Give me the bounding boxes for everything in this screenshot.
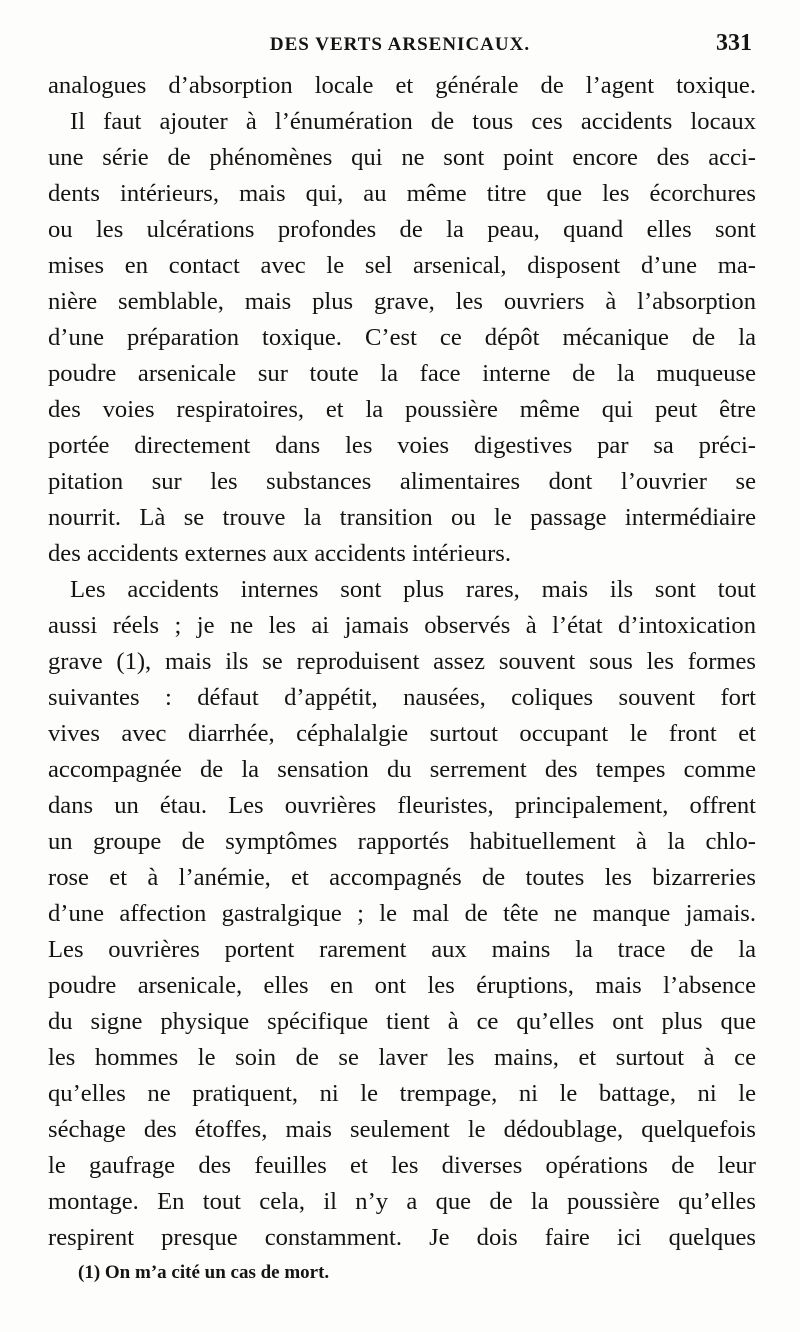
text-line: dents intérieurs, mais qui, au même titre que les écorchures <box>48 180 756 207</box>
text-line: poudre arsenicale, elles en ont les éruptions, mais l’absence <box>48 972 756 999</box>
text-line: des voies respiratoires, et la poussière même qui peut être <box>48 396 756 423</box>
text-line: des accidents externes aux accidents intérieurs. <box>48 540 511 567</box>
text-line: Les ouvrières portent rarement aux mains la trace de la <box>48 936 756 963</box>
text-line: du signe physique spécifique tient à ce qu’elles ont plus que <box>48 1008 756 1035</box>
text-line: rose et à l’anémie, et accompagnés de toutes les bizarreries <box>48 864 756 891</box>
body-text <box>48 68 756 1256</box>
text-line: ou les ulcérations profondes de la peau, quand elles sont <box>48 216 756 243</box>
text-line: Il faut ajouter à l’énumération de tous ces accidents locaux <box>70 108 756 135</box>
text-line: pitation sur les substances alimentaires dont l’ouvrier se <box>48 468 756 495</box>
text-line: poudre arsenicale sur toute la face interne de la muqueuse <box>48 360 756 387</box>
running-title: DES VERTS ARSENICAUX. <box>269 34 531 55</box>
text-line: un groupe de symptômes rapportés habituellement à la chlo- <box>48 828 756 855</box>
text-line: d’une préparation toxique. C’est ce dépôt mécanique de la <box>48 324 756 351</box>
text-line: les hommes le soin de se laver les mains, et surtout à ce <box>48 1044 756 1071</box>
text-line: nourrit. Là se trouve la transition ou le passage intermédiaire <box>48 504 756 531</box>
page-header <box>0 30 800 64</box>
footnote: (1) On m’a cité un cas de mort. <box>78 1262 330 1283</box>
text-line: une série de phénomènes qui ne sont point encore des acci- <box>48 144 756 171</box>
text-line: grave (1), mais ils se reproduisent assez souvent sous les formes <box>48 648 756 675</box>
text-line: Les accidents internes sont plus rares, mais ils sont tout <box>70 576 756 603</box>
text-line: le gaufrage des feuilles et les diverses opérations de leur <box>48 1152 756 1179</box>
text-line: accompagnée de la sensation du serrement des tempes comme <box>48 756 756 783</box>
text-line: suivantes : défaut d’appétit, nausées, coliques souvent fort <box>48 684 756 711</box>
text-line: nière semblable, mais plus grave, les ouvriers à l’absorption <box>48 288 756 315</box>
text-line: d’une affection gastralgique ; le mal de tête ne manque jamais. <box>48 900 756 927</box>
text-line: séchage des étoffes, mais seulement le dédoublage, quelquefois <box>48 1116 756 1143</box>
text-line: aussi réels ; je ne les ai jamais observés à l’état d’intoxication <box>48 612 756 639</box>
text-line: portée directement dans les voies digestives par sa préci- <box>48 432 756 459</box>
text-line: montage. En tout cela, il n’y a que de la poussière qu’elles <box>48 1188 756 1215</box>
text-line: respirent presque constamment. Je dois faire ici quelques <box>48 1224 756 1251</box>
text-line: vives avec diarrhée, céphalalgie surtout occupant le front et <box>48 720 756 747</box>
text-line: dans un étau. Les ouvrières fleuristes, principalement, offrent <box>48 792 756 819</box>
page-number: 331 <box>716 30 752 56</box>
text-line: analogues d’absorption locale et générale de l’agent toxique. <box>48 72 756 99</box>
text-line: mises en contact avec le sel arsenical, disposent d’une ma- <box>48 252 756 279</box>
text-line: qu’elles ne pratiquent, ni le trempage, ni le battage, ni le <box>48 1080 756 1107</box>
